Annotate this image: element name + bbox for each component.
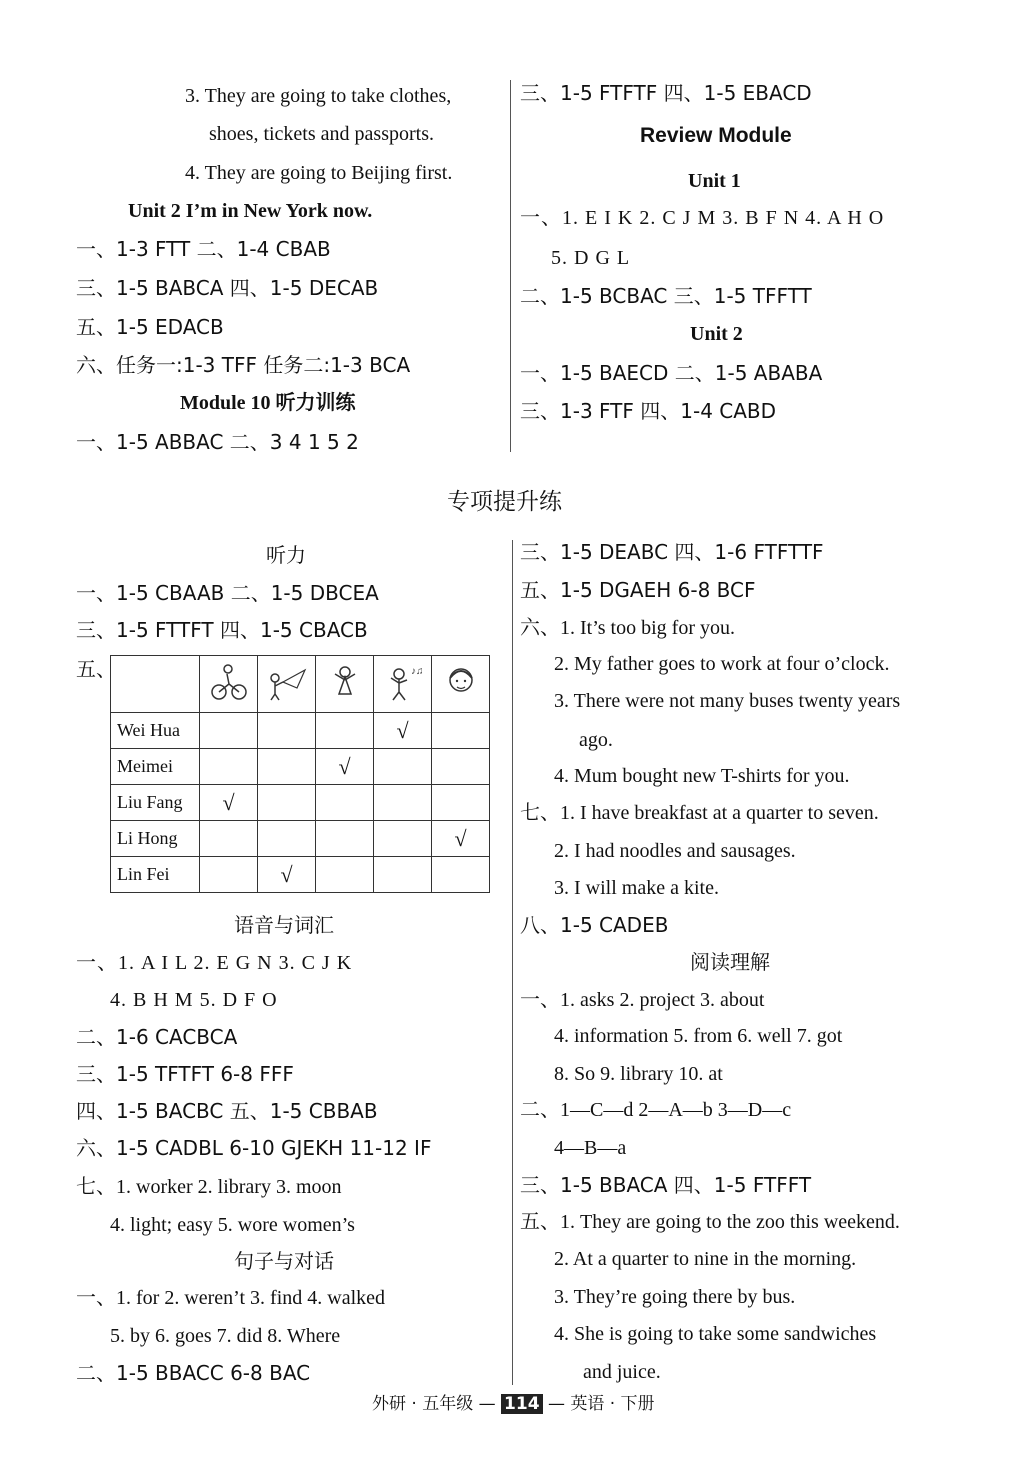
subsection-title: 阅读理解 bbox=[690, 950, 770, 974]
column-divider bbox=[510, 80, 511, 452]
listening-answer-table bbox=[110, 655, 490, 893]
table-cell bbox=[316, 785, 374, 821]
table-row-name: Lin Fei bbox=[111, 857, 200, 893]
boy-singing-icon bbox=[381, 662, 425, 702]
answer-line: 4—B—a bbox=[554, 1137, 627, 1159]
answer-line: 五、1. They are going to the zoo this weekend. bbox=[520, 1211, 900, 1233]
answer-line: 三、1-5 DEABC 四、1-6 FTFTTF bbox=[520, 540, 824, 564]
table-header-picture bbox=[200, 656, 258, 713]
answer-line: 4. They are going to Beijing first. bbox=[185, 162, 453, 184]
table-header-picture bbox=[258, 656, 316, 713]
unit-title: Unit 2 bbox=[690, 323, 743, 345]
table-cell bbox=[200, 857, 258, 893]
answer-line: ago. bbox=[579, 729, 613, 751]
answer-line: 三、1-5 BABCA 四、1-5 DECAB bbox=[76, 276, 379, 300]
answer-line: 一、1. asks 2. project 3. about bbox=[520, 989, 765, 1011]
answer-line: 三、1-5 FTTFT 四、1-5 CBACB bbox=[76, 618, 368, 642]
table-cell bbox=[432, 857, 490, 893]
table-cell: √ bbox=[374, 713, 432, 749]
answer-line: 六、1-5 CADBL 6-10 GJEKH 11-12 IF bbox=[76, 1136, 432, 1160]
subsection-title: 听力 bbox=[266, 543, 306, 567]
answer-line: 一、1-5 ABBAC 二、3 4 1 5 2 bbox=[76, 430, 359, 454]
table-header-picture bbox=[374, 656, 432, 713]
table-cell bbox=[258, 713, 316, 749]
answer-line: shoes, tickets and passports. bbox=[209, 123, 434, 145]
answer-line: 四、1-5 BACBC 五、1-5 CBBAB bbox=[76, 1099, 378, 1123]
answer-line: and juice. bbox=[583, 1361, 661, 1383]
answer-line: 三、1-5 BBACA 四、1-5 FTFFT bbox=[520, 1173, 812, 1197]
column-divider bbox=[512, 540, 513, 1385]
answer-line: 4. light; easy 5. wore women’s bbox=[110, 1214, 355, 1236]
subsection-title: 语音与词汇 bbox=[234, 913, 334, 937]
answer-line: 2. I had noodles and sausages. bbox=[554, 840, 796, 862]
answer-line: 三、1-5 FTFTF 四、1-5 EBACD bbox=[520, 81, 812, 105]
answer-line: 一、1. A I L 2. E G N 3. C J K bbox=[76, 952, 353, 974]
table-row-name: Liu Fang bbox=[111, 785, 200, 821]
answer-line: 一、1-3 FTT 二、1-4 CBAB bbox=[76, 237, 331, 261]
table-cell bbox=[200, 749, 258, 785]
table-cell bbox=[432, 749, 490, 785]
footer-right: — 英语 · 下册 bbox=[547, 1394, 655, 1414]
answer-line: 一、1-5 CBAAB 二、1-5 DBCEA bbox=[76, 581, 379, 605]
answer-line: 3. There were not many buses twenty years bbox=[554, 690, 901, 712]
table-cell bbox=[432, 713, 490, 749]
answer-line: 5. by 6. goes 7. did 8. Where bbox=[110, 1325, 341, 1347]
table-cell bbox=[258, 821, 316, 857]
answer-line: 二、1-5 BCBAC 三、1-5 TFFTT bbox=[520, 284, 812, 308]
answer-line: 五、1-5 DGAEH 6-8 BCF bbox=[520, 578, 756, 602]
answer-line: 三、1-3 FTF 四、1-4 CABD bbox=[520, 399, 777, 423]
subsection-title: 句子与对话 bbox=[234, 1249, 334, 1273]
answer-line: 3. They’re going there by bus. bbox=[554, 1286, 796, 1308]
table-header-picture bbox=[432, 656, 490, 713]
table-header-picture bbox=[316, 656, 374, 713]
unit-title: Unit 2 I’m in New York now. bbox=[128, 200, 373, 222]
module-title: Module 10 听力训练 bbox=[180, 392, 356, 414]
table-cell bbox=[374, 821, 432, 857]
answer-line: 4. Mum bought new T-shirts for you. bbox=[554, 765, 850, 787]
table-label: 五、 bbox=[76, 657, 116, 681]
page-footer bbox=[372, 1389, 655, 1414]
footer-left: 外研 · 五年级 — bbox=[372, 1394, 496, 1414]
answer-line: 8. So 9. library 10. at bbox=[554, 1063, 723, 1085]
answer-line: 4. She is going to take some sandwiches bbox=[554, 1323, 877, 1345]
table-corner bbox=[111, 656, 200, 713]
table-cell bbox=[200, 713, 258, 749]
bike-rider-icon bbox=[207, 662, 251, 702]
answer-line: 2. At a quarter to nine in the morning. bbox=[554, 1248, 857, 1270]
table-cell: √ bbox=[200, 785, 258, 821]
answer-line: 4. B H M 5. D F O bbox=[110, 989, 278, 1011]
answer-line: 一、1. E I K 2. C J M 3. B F N 4. A H O bbox=[520, 207, 885, 229]
answer-line: 三、1-5 TFTFT 6-8 FFF bbox=[76, 1062, 294, 1086]
table-cell bbox=[432, 785, 490, 821]
girl-face-icon bbox=[439, 662, 483, 702]
answer-line: 一、1-5 BAECD 二、1-5 ABABA bbox=[520, 361, 823, 385]
answer-line: 5. D G L bbox=[551, 247, 631, 269]
answer-line: 4. information 5. from 6. well 7. got bbox=[554, 1025, 843, 1047]
table-cell bbox=[316, 857, 374, 893]
table-cell bbox=[374, 857, 432, 893]
table-cell bbox=[374, 749, 432, 785]
answer-line: 2. My father goes to work at four o’clock. bbox=[554, 653, 890, 675]
answer-line: 二、1—C—d 2—A—b 3—D—c bbox=[520, 1099, 792, 1121]
table-cell bbox=[200, 821, 258, 857]
table-cell: √ bbox=[432, 821, 490, 857]
answer-line: 七、1. worker 2. library 3. moon bbox=[76, 1176, 342, 1198]
kite-flyer-icon bbox=[265, 662, 309, 702]
table-row-name: Wei Hua bbox=[111, 713, 200, 749]
table-row-name: Meimei bbox=[111, 749, 200, 785]
girl-dancing-icon bbox=[323, 662, 367, 702]
answer-line: 一、1. for 2. weren’t 3. find 4. walked bbox=[76, 1287, 386, 1309]
answer-line: 八、1-5 CADEB bbox=[520, 913, 669, 937]
table-row-name: Li Hong bbox=[111, 821, 200, 857]
table-cell bbox=[316, 821, 374, 857]
answer-line: 六、1. It’s too big for you. bbox=[520, 617, 735, 639]
table-cell bbox=[258, 785, 316, 821]
answer-line: 五、1-5 EDACB bbox=[76, 315, 224, 339]
answer-line: 3. They are going to take clothes, bbox=[185, 85, 452, 107]
answer-line: 二、1-6 CACBCA bbox=[76, 1025, 238, 1049]
table-cell bbox=[374, 785, 432, 821]
table-cell bbox=[258, 749, 316, 785]
answer-line: 七、1. I have breakfast at a quarter to seven. bbox=[520, 802, 879, 824]
table-cell: √ bbox=[258, 857, 316, 893]
page-number: 114 bbox=[501, 1394, 543, 1414]
svg-text:♪♫: ♪♫ bbox=[410, 665, 423, 677]
table-cell bbox=[316, 713, 374, 749]
answer-line: 二、1-5 BBACC 6-8 BAC bbox=[76, 1361, 311, 1385]
unit-title: Unit 1 bbox=[688, 170, 741, 192]
answer-line: 3. I will make a kite. bbox=[554, 877, 719, 899]
answer-line: 六、任务一:1-3 TFF 任务二:1-3 BCA bbox=[76, 353, 411, 377]
section-title: 专项提升练 bbox=[447, 489, 562, 515]
table-cell: √ bbox=[316, 749, 374, 785]
review-module-title: Review Module bbox=[640, 124, 792, 147]
